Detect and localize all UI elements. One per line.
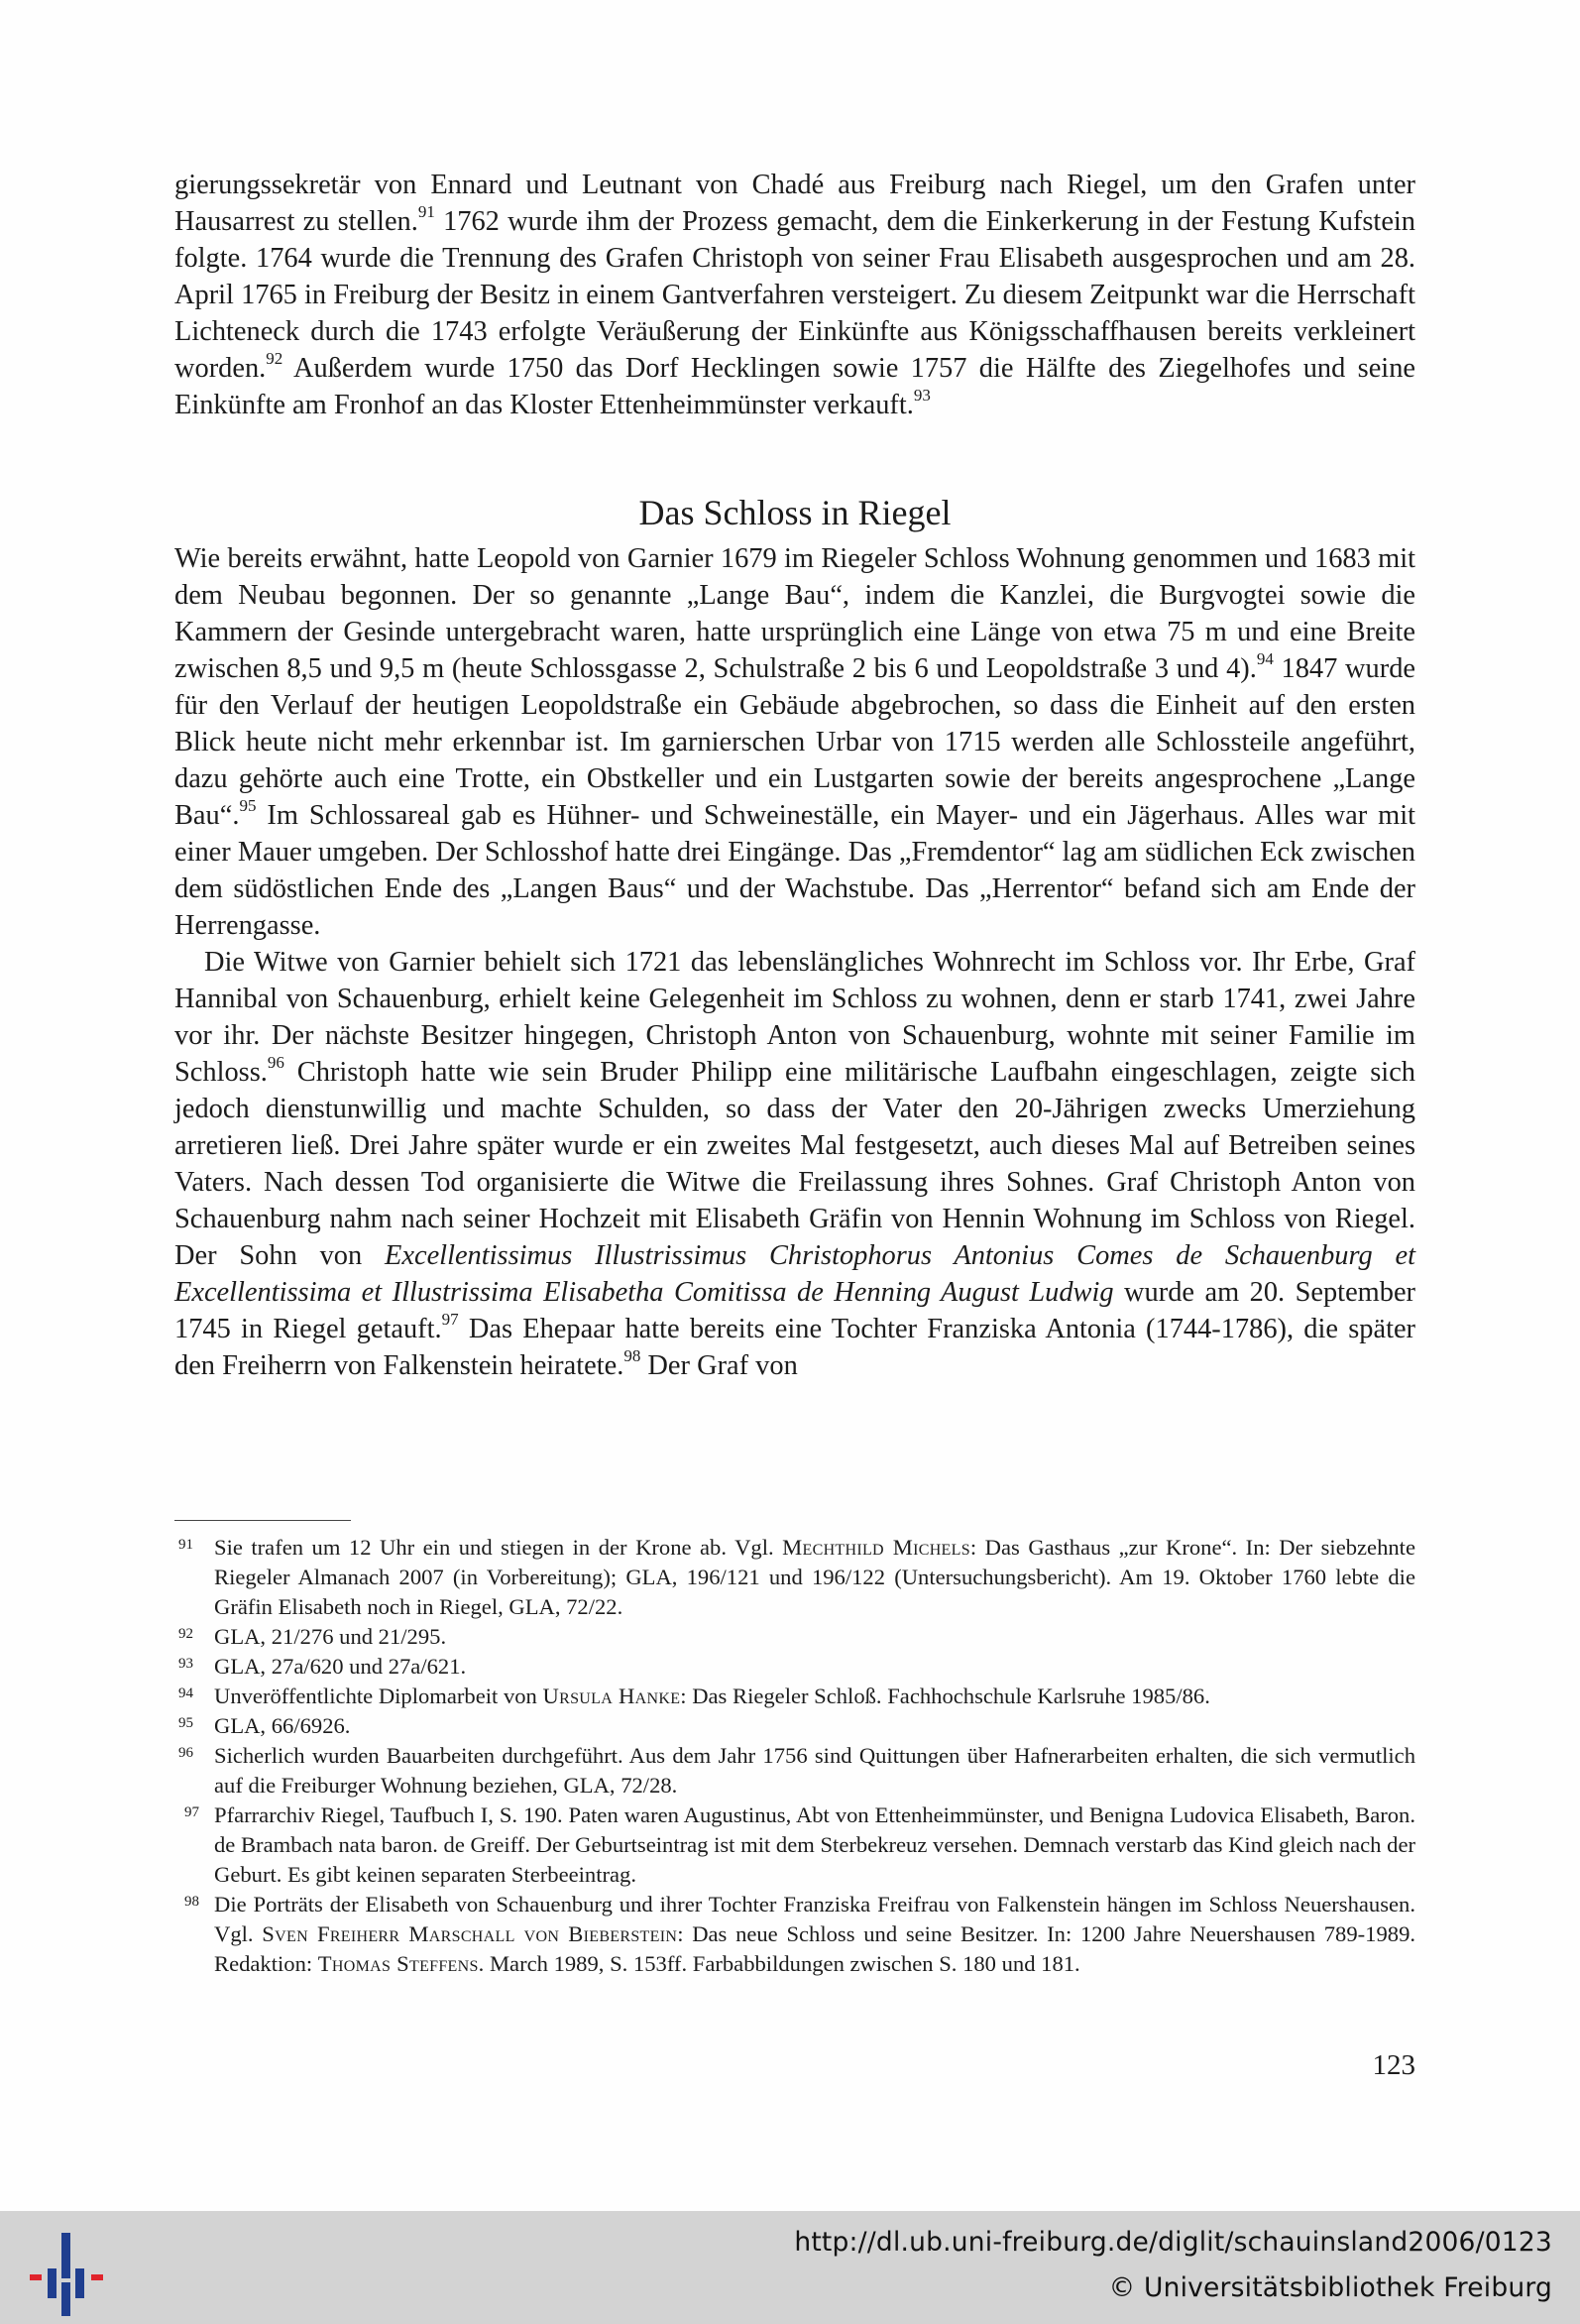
text-run: Christoph hatte wie sein Bruder Philipp eine militärische Laufbahn eingeschlagen, zeigte sich jedoch dienstunwillig und machte Schulden, so dass der Vater den 20-Jährigen zwecks Umerziehung arretieren ließ. Drei Jahre später wurde er ein zweites Mal festgesetzt, auch dieses Mal auf Betreiben seines Vaters. Nach dessen Tod organisierte die Witwe die Freilassung ihres Sohnes. Graf Christoph Anton von Schauenburg nahm nach seiner Hochzeit mit Elisabeth Gräfin von Hennin Wohnung im Schloss von Riegel. Der Sohn von	[174, 1057, 1415, 1271]
text-run: : Das Gasthaus „zur Krone“. In: Der siebzehnte Riegeler Almanach 2007 (in Vorbereitung); GLA, 196/121 und 196/122 (Untersuchungsbericht). Am 19. Oktober 1760 lebte die Gräfin Elisabeth noch in Riegel, GLA, 72/22.	[214, 1535, 1415, 1619]
footnote-ref[interactable]: 92	[266, 348, 283, 368]
footnote-ref[interactable]: 93	[913, 385, 931, 405]
ub-freiburg-logo-icon[interactable]	[30, 2231, 109, 2316]
footnote-number: 94	[178, 1685, 193, 1701]
footnote-number: 96	[178, 1745, 193, 1761]
footnotes	[174, 1533, 1415, 1979]
footnote-number: 98	[184, 1894, 199, 1910]
text-run: Sie trafen um 12 Uhr ein und stiegen in der Krone ab. Vgl.	[214, 1535, 783, 1560]
text-run: : Das Riegeler Schloß. Fachhochschule Karlsruhe 1985/86.	[680, 1684, 1210, 1708]
text-run: GLA, 27a/620 und 27a/621.	[214, 1654, 467, 1679]
body-text	[174, 540, 1415, 1384]
intro-paragraph	[174, 167, 1415, 423]
text-run: GLA, 21/276 und 21/295.	[214, 1624, 447, 1649]
italic-text: Excellentissimus Illustrissimus Christophorus Antonius Comes de Schauenburg et Excellentissima et Illustrissima Elisabetha Comitissa de Henning August Ludwig	[174, 1240, 1415, 1308]
body-paragraph-2	[174, 944, 1415, 1384]
text-run: Das Ehepaar hatte bereits eine Tochter Franziska Antonia (1744-1786), die später den Freiherrn von Falkenstein heiratete.	[174, 1314, 1416, 1381]
text-run: 1762 wurde ihm der Prozess gemacht, dem die Einkerkerung in der Festung Kufstein folgte. 1764 wurde die Trennung des Grafen Christoph von seiner Frau Elisabeth ausgesprochen und am 28. April 1765 in Freiburg der Besitz in einem Gantverfahren versteigert. Zu diesem Zeitpunkt war die Herrschaft Lichteneck durch die 1743 erfolgte Veräußerung der Einkünfte aus Königsschaffhausen bereits verkleinert worden.	[174, 206, 1415, 384]
footer-copyright: © Universitätsbibliothek Freiburg	[1108, 2272, 1552, 2303]
author-name: Ursula Hanke	[542, 1684, 681, 1708]
footnote-ref[interactable]: 94	[1256, 648, 1274, 668]
author-name: Sven Freiherr Marschall von Bieberstein	[262, 1921, 678, 1946]
text-run: GLA, 66/6926.	[214, 1713, 351, 1738]
text-run: Der Graf von	[640, 1350, 798, 1381]
footnote-91	[174, 1533, 1415, 1622]
text-run: : Das neue Schloss und seine Besitzer. In: 1200 Jahre Neuershausen 789-1989. Redaktion:	[214, 1921, 1416, 1976]
footnote-94	[174, 1682, 1415, 1711]
footnote-98	[174, 1890, 1415, 1979]
text-run: Pfarrarchiv Riegel, Taufbuch I, S. 190. Paten waren Augustinus, Abt von Ettenheimmünster, und Benigna Ludovica Elisabeth, Baron. de Brambach nata baron. de Greiff. Der Geburtseintrag ist mit dem Sterbekreuz versehen. Demnach verstarb das Kind gleich nach der Geburt. Es gibt keinen separaten Sterbeeintrag.	[214, 1802, 1415, 1887]
footnote-95	[174, 1711, 1415, 1741]
author-name: Thomas Steffens	[317, 1951, 479, 1976]
footnote-ref[interactable]: 95	[239, 795, 257, 815]
footer-url-link[interactable]: http://dl.ub.uni-freiburg.de/diglit/schauinsland2006/0123	[794, 2227, 1552, 2258]
footnote-ref[interactable]: 91	[417, 201, 435, 221]
text-run: Wie bereits erwähnt, hatte Leopold von Garnier 1679 im Riegeler Schloss Wohnung genommen und 1683 mit dem Neubau begonnen. Der so genannte „Lange Bau“, indem die Kanzlei, die Burgvogtei sowie die Kammern der Gesinde untergebracht waren, hatte ursprünglich eine Länge von etwa 75 m und eine Breite zwischen 8,5 und 9,5 m (heute Schlossgasse 2, Schulstraße 2 bis 6 und Leopoldstraße 3 und 4).	[174, 543, 1415, 684]
footnote-number: 97	[184, 1804, 199, 1820]
footnote-separator	[174, 1520, 351, 1521]
text-run: 1847 wurde für den Verlauf der heutigen Leopoldstraße ein Gebäude abgebrochen, so dass die Einheit auf den ersten Blick heute nicht mehr erkennbar ist. Im garnierschen Urbar von 1715 werden alle Schlossteile angeführt, dazu gehörte auch eine Trotte, ein Obstkeller und ein Lustgarten sowie der bereits angesprochene „Lange Bau“.	[174, 653, 1415, 831]
intro-text	[174, 167, 1415, 423]
text-run: Die Witwe von Garnier behielt sich 1721 das lebenslängliches Wohnrecht im Schloss vor. Ihr Erbe, Graf Hannibal von Schauenburg, erhielt keine Gelegenheit im Schloss zu wohnen, denn er starb 1741, zwei Jahre vor ihr. Der nächste Besitzer hingegen, Christoph Anton von Schauenburg, wohnte mit seiner Familie im Schloss.	[174, 947, 1415, 1088]
footnote-number: 93	[178, 1656, 193, 1672]
footnote-number: 92	[178, 1626, 193, 1642]
footer-bar	[0, 2211, 1580, 2324]
text-run: Die Porträts der Elisabeth von Schauenburg und ihrer Tochter Franziska Freifrau von Falkenstein hängen im Schloss Neuershausen. Vgl.	[214, 1892, 1415, 1946]
footnote-92	[174, 1622, 1415, 1652]
text-run: . March 1989, S. 153ff. Farbabbildungen zwischen S. 180 und 181.	[478, 1951, 1080, 1976]
footnote-96	[174, 1741, 1415, 1801]
footnote-97	[174, 1801, 1415, 1890]
text-run: wurde am 20. September 1745 in Riegel getauft.	[174, 1277, 1415, 1344]
text-run: Im Schlossareal gab es Hühner- und Schweineställe, ein Mayer- und ein Jägerhaus. Alles war mit einer Mauer umgeben. Der Schlosshof hatte drei Eingänge. Das „Fremdentor“ lag am südlichen Eck zwischen dem südöstlichen Ende des „Langen Baus“ und der Wachstube. Das „Herrentor“ befand sich am Ende der Herrengasse.	[174, 800, 1415, 941]
page-number: 123	[1372, 2049, 1415, 2081]
text-run: Außerdem wurde 1750 das Dorf Hecklingen sowie 1757 die Hälfte des Ziegelhofes und seine Einkünfte am Fronhof an das Kloster Ettenheimmünster verkauft.	[174, 353, 1415, 420]
author-name: Mechthild Michels	[782, 1535, 970, 1560]
footnote-ref[interactable]: 97	[441, 1309, 459, 1329]
text-run: Sicherlich wurden Bauarbeiten durchgeführt. Aus dem Jahr 1756 sind Quittungen über Hafnerarbeiten erhalten, die sich vermutlich auf die Freiburger Wohnung beziehen, GLA, 72/28.	[214, 1743, 1415, 1798]
text-run: gierungssekretär von Ennard und Leutnant von Chadé aus Freiburg nach Riegel, um den Grafen unter Hausarrest zu stellen.	[174, 170, 1415, 237]
section-title: Das Schloss in Riegel	[638, 493, 952, 532]
body-paragraph-1	[174, 540, 1415, 944]
text-run: Unveröffentlichte Diplomarbeit von	[214, 1684, 543, 1708]
footnote-number: 95	[178, 1715, 193, 1731]
footnote-ref[interactable]: 98	[623, 1345, 641, 1365]
footnote-number: 91	[178, 1537, 193, 1553]
footnote-ref[interactable]: 96	[267, 1052, 284, 1072]
footnote-93	[174, 1652, 1415, 1682]
